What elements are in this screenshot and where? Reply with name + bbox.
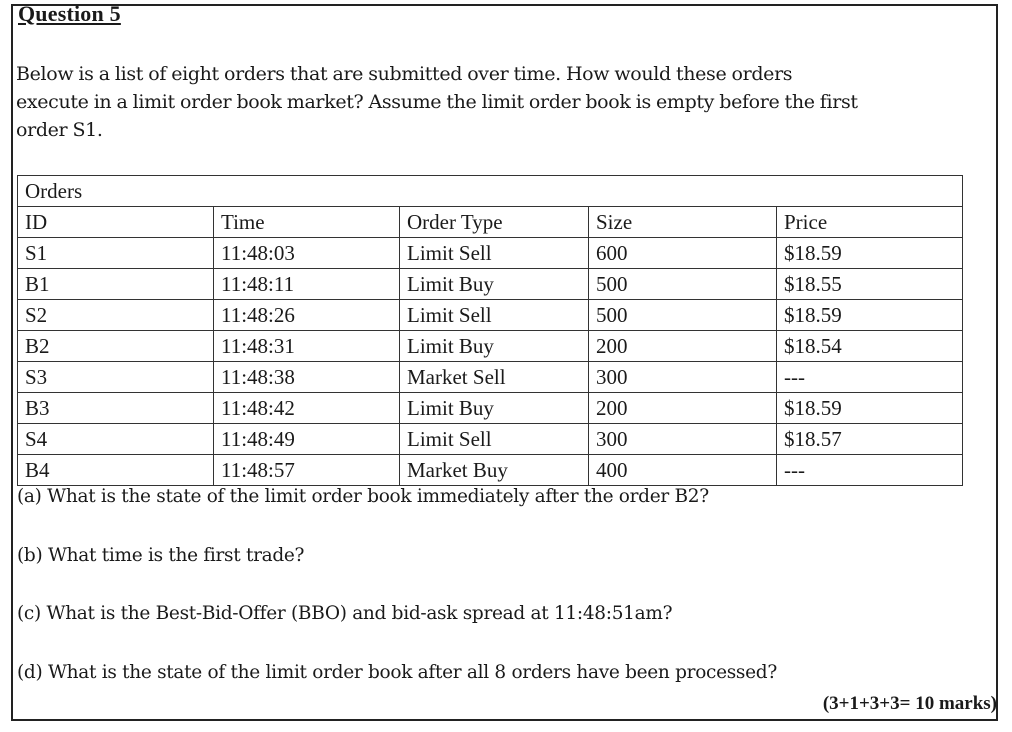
cell-order-type: Market Sell xyxy=(400,362,589,393)
cell-order-type: Market Buy xyxy=(400,455,589,486)
header-id: ID xyxy=(18,207,214,238)
table-row xyxy=(18,455,963,486)
intro-line: execute in a limit order book market? Assume the limit order book is empty before the first xyxy=(16,91,858,113)
table-caption-row xyxy=(18,176,963,207)
table-row xyxy=(18,362,963,393)
cell-id: B1 xyxy=(18,269,214,300)
cell-price: --- xyxy=(777,362,963,393)
cell-price: $18.59 xyxy=(777,393,963,424)
table-row xyxy=(18,269,963,300)
cell-id: S3 xyxy=(18,362,214,393)
table-row xyxy=(18,331,963,362)
cell-time: 11:48:57 xyxy=(214,455,400,486)
cell-price: $18.59 xyxy=(777,300,963,331)
cell-id: B3 xyxy=(18,393,214,424)
table-row xyxy=(18,393,963,424)
cell-size: 300 xyxy=(589,362,777,393)
intro-line: Below is a list of eight orders that are submitted over time. How would these orders xyxy=(16,63,793,85)
cell-size: 200 xyxy=(589,331,777,362)
question-d: (d) What is the state of the limit order book after all 8 orders have been processed? xyxy=(17,662,777,683)
header-size: Size xyxy=(589,207,777,238)
question-a: (a) What is the state of the limit order book immediately after the order B2? xyxy=(17,486,709,507)
cell-size: 400 xyxy=(589,455,777,486)
table-row xyxy=(18,238,963,269)
header-time: Time xyxy=(214,207,400,238)
cell-size: 500 xyxy=(589,269,777,300)
cell-order-type: Limit Sell xyxy=(400,300,589,331)
cell-time: 11:48:38 xyxy=(214,362,400,393)
cell-order-type: Limit Buy xyxy=(400,393,589,424)
table-header-row xyxy=(18,207,963,238)
cell-order-type: Limit Buy xyxy=(400,331,589,362)
cell-order-type: Limit Sell xyxy=(400,424,589,455)
cell-order-type: Limit Sell xyxy=(400,238,589,269)
table-row xyxy=(18,300,963,331)
cell-size: 300 xyxy=(589,424,777,455)
cell-time: 11:48:31 xyxy=(214,331,400,362)
cell-size: 600 xyxy=(589,238,777,269)
cell-size: 500 xyxy=(589,300,777,331)
cell-time: 11:48:26 xyxy=(214,300,400,331)
cell-price: --- xyxy=(777,455,963,486)
marks-total: (3+1+3+3= 10 marks) xyxy=(822,693,997,714)
cell-size: 200 xyxy=(589,393,777,424)
cell-price: $18.57 xyxy=(777,424,963,455)
intro-line: order S1. xyxy=(16,119,103,141)
table-row xyxy=(18,424,963,455)
table-caption: Orders xyxy=(18,176,963,207)
orders-table xyxy=(17,175,963,486)
cell-time: 11:48:42 xyxy=(214,393,400,424)
cell-price: $18.55 xyxy=(777,269,963,300)
cell-id: B4 xyxy=(18,455,214,486)
cell-id: S1 xyxy=(18,238,214,269)
cell-time: 11:48:49 xyxy=(214,424,400,455)
header-order-type: Order Type xyxy=(400,207,589,238)
cell-price: $18.59 xyxy=(777,238,963,269)
cell-order-type: Limit Buy xyxy=(400,269,589,300)
cell-id: S4 xyxy=(18,424,214,455)
question-title: Question 5 xyxy=(18,1,121,26)
question-b: (b) What time is the first trade? xyxy=(17,545,305,566)
cell-time: 11:48:11 xyxy=(214,269,400,300)
cell-time: 11:48:03 xyxy=(214,238,400,269)
question-intro xyxy=(16,60,991,144)
cell-price: $18.54 xyxy=(777,331,963,362)
header-price: Price xyxy=(777,207,963,238)
cell-id: S2 xyxy=(18,300,214,331)
cell-id: B2 xyxy=(18,331,214,362)
question-c: (c) What is the Best-Bid-Offer (BBO) and bid-ask spread at 11:48:51am? xyxy=(17,603,673,624)
